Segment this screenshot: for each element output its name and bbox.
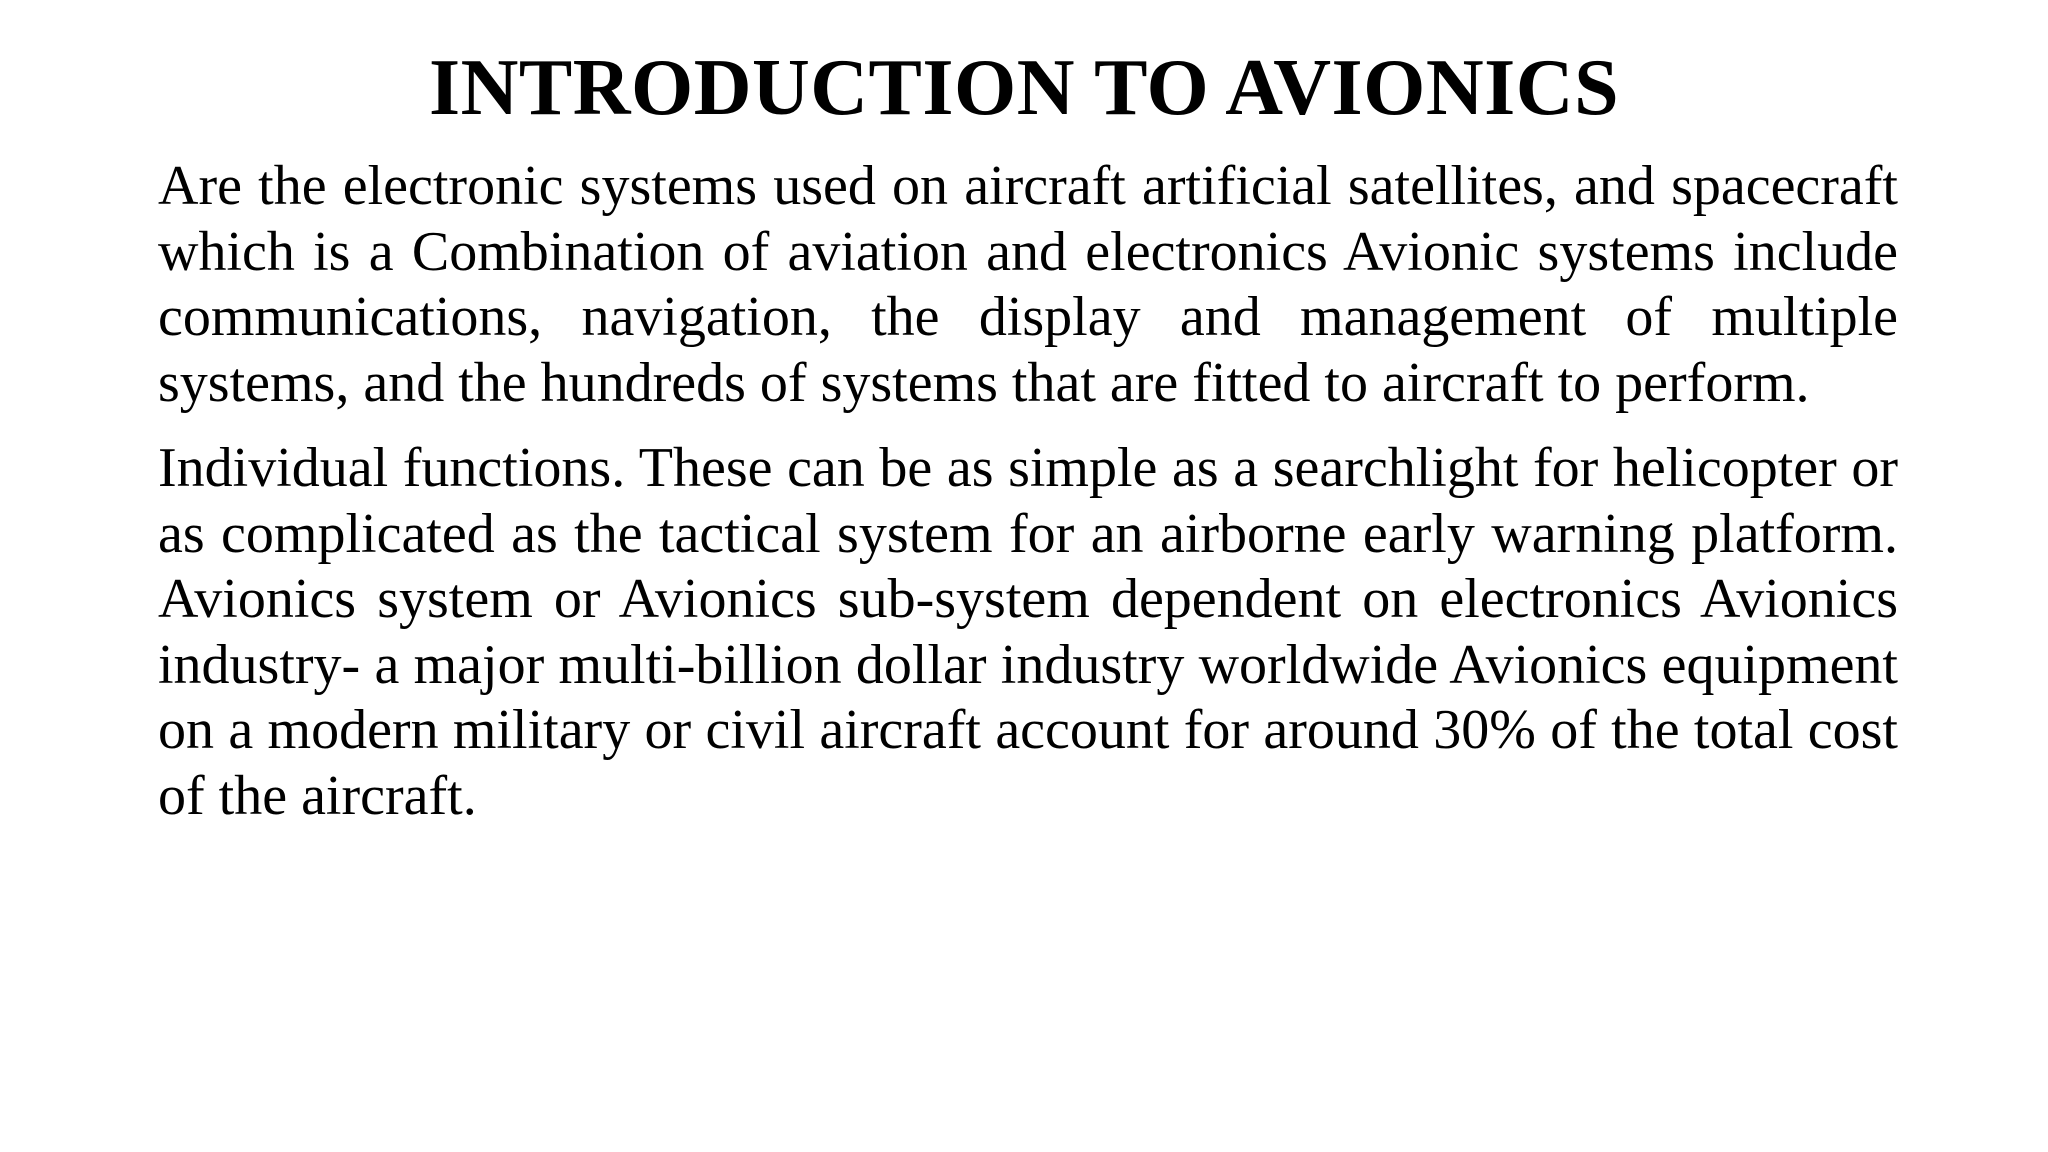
- slide-title: INTRODUCTION TO AVIONICS: [428, 44, 1620, 132]
- slide-body: [158, 154, 1898, 849]
- paragraph-functions: Individual functions. These can be as simple as a searchlight for helicopter or as complicated as the tactical system for an airborne early warning platform. Avionics system or Avionics sub-system dependent on electronics Avionics industry- a major multi-billion dollar industry worldwide Avionics equipment on a modern military or civil aircraft account for around 30% of the total cost of the aircraft.: [158, 437, 1898, 827]
- paragraph-intro: Are the electronic systems used on aircraft artificial satellites, and spacecraft which is a Combination of aviation and electronics Avionic systems include communications, navigation, the display and management of multiple systems, and the hundreds of systems that are fitted to aircraft to perform.: [158, 155, 1898, 414]
